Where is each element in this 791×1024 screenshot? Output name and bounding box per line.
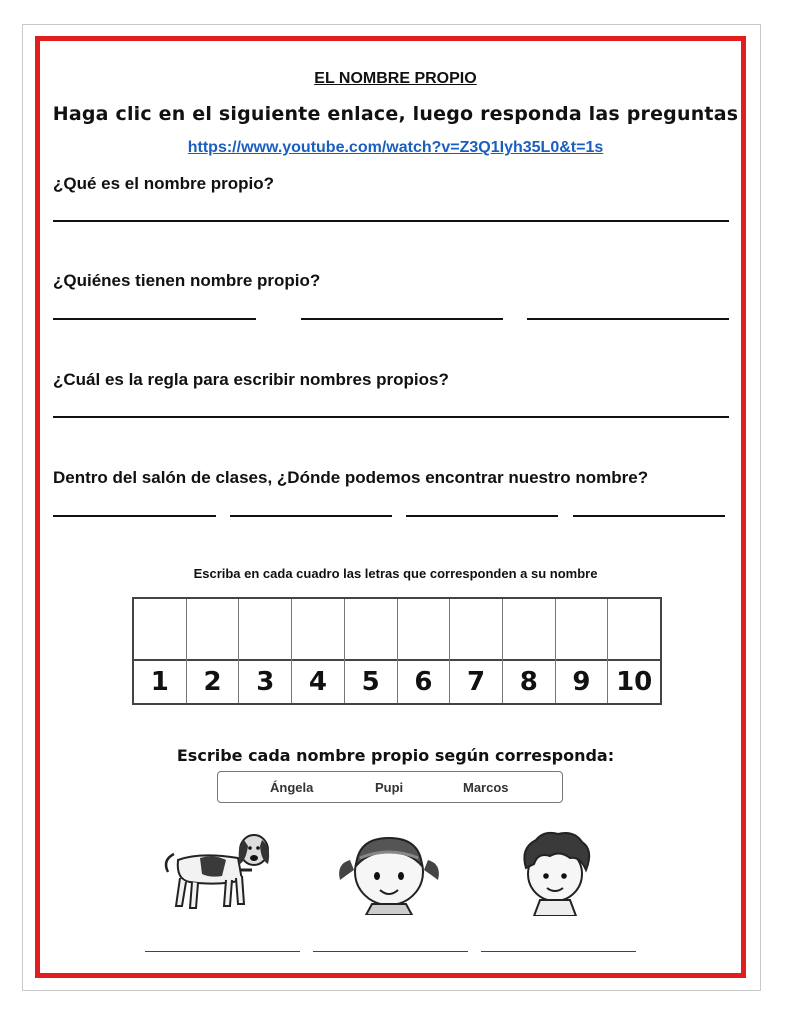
name-bank: [217, 771, 563, 803]
grid-cell: [239, 599, 292, 703]
answer-line-boy[interactable]: [481, 951, 636, 952]
answer-line-2b[interactable]: [301, 318, 503, 320]
name-option: Ángela: [270, 779, 314, 795]
grid-cell: [608, 599, 660, 703]
cell-number: 2: [187, 659, 239, 703]
answer-line-4a[interactable]: [53, 515, 216, 517]
name-option: Pupi: [375, 779, 404, 795]
girl-picture: [330, 830, 448, 915]
page-subtitle: Haga clic en el siguiente enlace, luego responda las preguntas: [52, 103, 739, 125]
answer-line-dog[interactable]: [145, 951, 300, 952]
grid-cell: [556, 599, 609, 703]
cell-number: 1: [134, 659, 186, 703]
matching-instruction: Escribe cada nombre propio según corresponda:: [176, 746, 615, 765]
grid-cell: [503, 599, 556, 703]
cell-number: 8: [503, 659, 555, 703]
grid-cell: [187, 599, 240, 703]
letter-box[interactable]: [134, 599, 186, 659]
question-1: ¿Qué es el nombre propio?: [53, 174, 275, 193]
letter-box[interactable]: [503, 599, 555, 659]
question-4: Dentro del salón de clases, ¿Dónde podemos encontrar nuestro nombre?: [53, 468, 649, 487]
answer-line-3[interactable]: [53, 416, 729, 418]
letter-box[interactable]: [398, 599, 450, 659]
page-title: EL NOMBRE PROPIO: [314, 70, 477, 87]
cell-number: 3: [239, 659, 291, 703]
answer-line-2c[interactable]: [527, 318, 729, 320]
letter-box[interactable]: [345, 599, 397, 659]
answer-line-4b[interactable]: [230, 515, 392, 517]
grid-cell: [134, 599, 187, 703]
cell-number: 5: [345, 659, 397, 703]
grid-cell: [450, 599, 503, 703]
grid-cell: [345, 599, 398, 703]
cell-number: 4: [292, 659, 344, 703]
grid-instruction: Escriba en cada cuadro las letras que corresponden a su nombre: [193, 566, 598, 581]
question-2: ¿Quiénes tienen nombre propio?: [53, 271, 321, 290]
cell-number: 10: [608, 659, 660, 703]
grid-cell: [292, 599, 345, 703]
answer-line-2a[interactable]: [53, 318, 256, 320]
cell-number: 7: [450, 659, 502, 703]
question-3: ¿Cuál es la regla para escribir nombres propios?: [53, 370, 449, 389]
cell-number: 9: [556, 659, 608, 703]
answer-line-4d[interactable]: [573, 515, 725, 517]
letter-box[interactable]: [292, 599, 344, 659]
boy-picture: [510, 828, 600, 916]
letter-box[interactable]: [239, 599, 291, 659]
name-option: Marcos: [463, 779, 509, 795]
cell-number: 6: [398, 659, 450, 703]
name-letter-grid: [132, 597, 662, 705]
answer-line-girl[interactable]: [313, 951, 468, 952]
dog-picture: [160, 830, 280, 915]
letter-box[interactable]: [187, 599, 239, 659]
answer-line-4c[interactable]: [406, 515, 558, 517]
video-link[interactable]: https://www.youtube.com/watch?v=Z3Q1Iyh35L0&t=1s: [187, 139, 604, 156]
letter-box[interactable]: [450, 599, 502, 659]
letter-box[interactable]: [556, 599, 608, 659]
grid-cell: [398, 599, 451, 703]
answer-line-1[interactable]: [53, 220, 729, 222]
letter-box[interactable]: [608, 599, 660, 659]
